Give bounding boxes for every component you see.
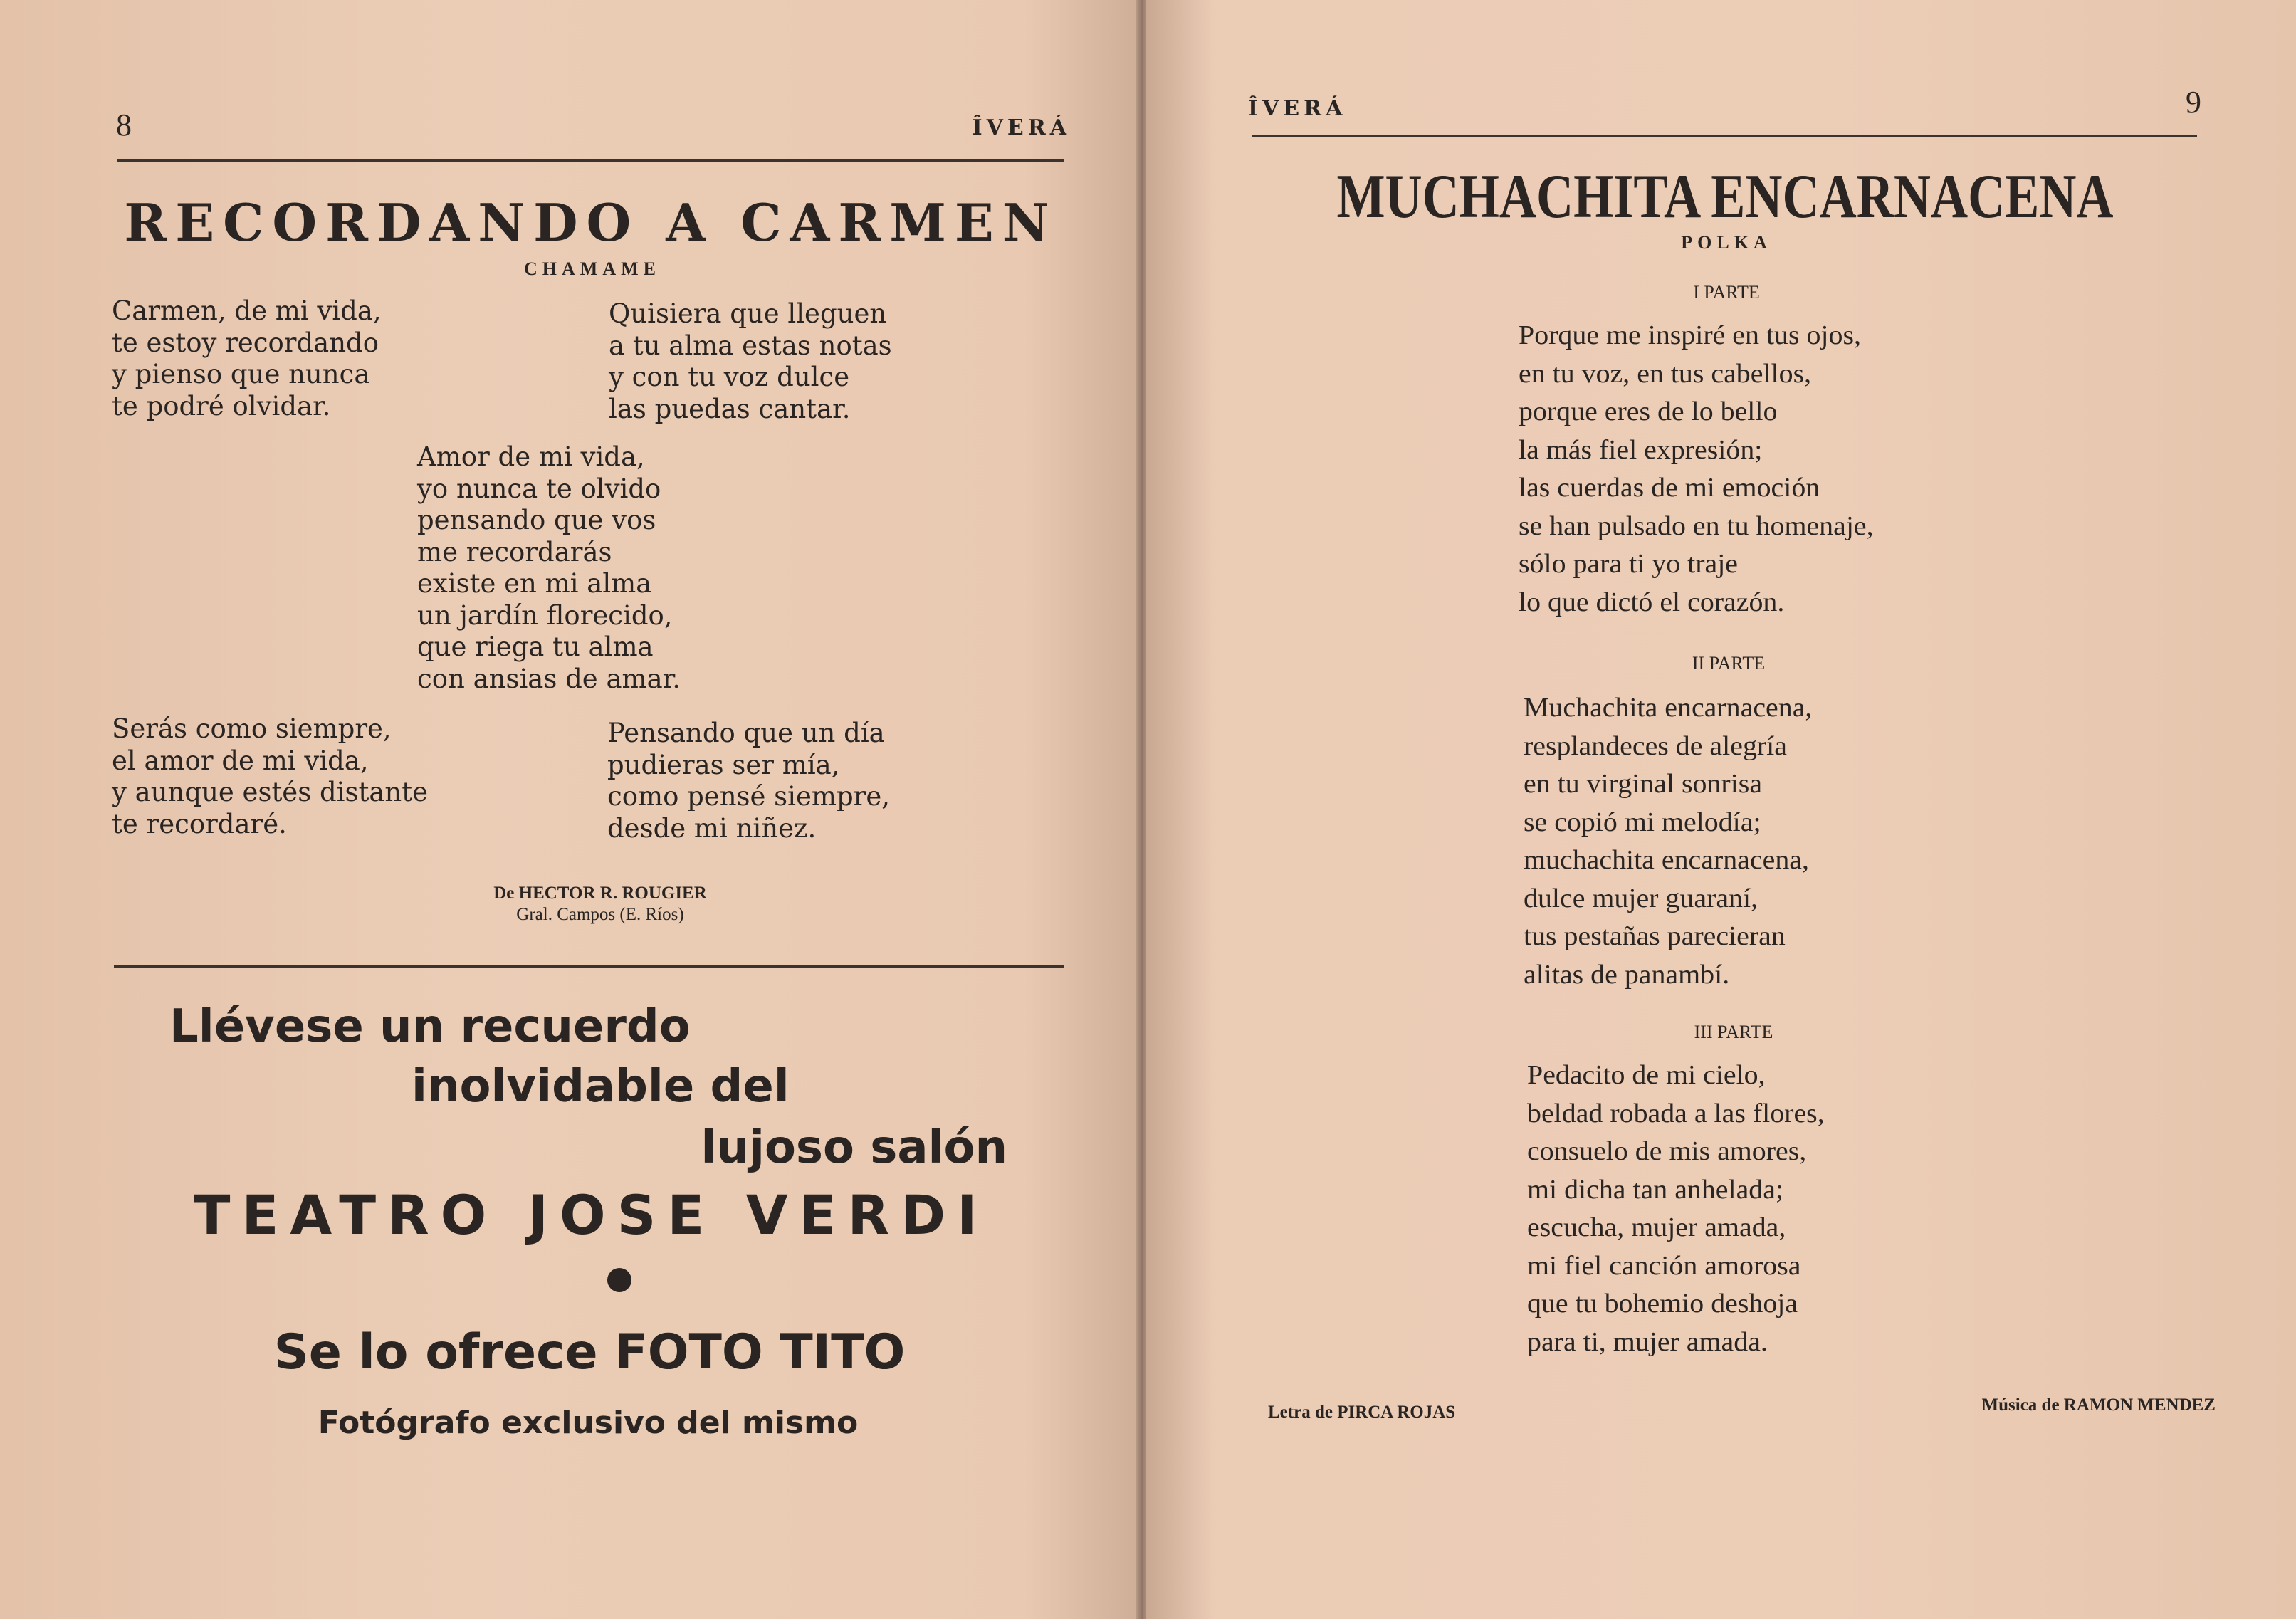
verse-line: existe en mi alma	[417, 568, 652, 599]
song-genre: POLKA	[1681, 232, 1772, 253]
verse-line: resplandeces de alegría	[1524, 730, 1787, 761]
verse-line: consuelo de mis amores,	[1527, 1136, 1807, 1166]
ad-tagline: Fotógrafo exclusivo del mismo	[318, 1405, 859, 1441]
bullet-dot	[607, 1268, 631, 1292]
verse-line: te podré olvidar.	[112, 390, 331, 421]
stanza	[112, 295, 382, 422]
lyrics-credit: Letra de PIRCA ROJAS	[1268, 1403, 1456, 1422]
song-genre: CHAMAME	[524, 258, 661, 279]
verse-line: beldad robada a las flores,	[1527, 1098, 1825, 1128]
page-number: 8	[116, 108, 132, 142]
song-title: RECORDANDO A CARMEN	[124, 192, 1058, 253]
part-verse	[1524, 689, 1812, 994]
section-rule	[114, 965, 1064, 968]
right-page	[1146, 0, 2296, 1619]
verse-line: que tu bohemio deshoja	[1527, 1289, 1798, 1319]
verse-line: con ansias de amar.	[417, 663, 681, 694]
verse-line: Serás como siempre,	[112, 713, 392, 744]
verse-line: Quisiera que lleguen	[609, 298, 887, 329]
part-verse	[1519, 317, 1874, 622]
author-credit	[493, 883, 707, 926]
verse-line: te estoy recordando	[112, 327, 379, 358]
verse-line: dulce mujer guaraní,	[1524, 883, 1758, 913]
part-heading: I PARTE	[1693, 282, 1760, 303]
verse-line: se copió mi melodía;	[1524, 807, 1761, 837]
stanza	[112, 713, 428, 840]
ad-line-2: inolvidable del	[412, 1060, 790, 1113]
song-title: MUCHACHITA ENCARNACENA	[1336, 162, 2114, 231]
verse-line: tus pestañas parecieran	[1524, 921, 1786, 951]
header-rule	[1252, 135, 2197, 137]
verse-line: como pensé siempre,	[607, 781, 891, 812]
verse-line: te recordaré.	[112, 808, 287, 839]
ad-offer: Se lo ofrece FOTO TITO	[273, 1324, 906, 1380]
verse-line: las cuerdas de mi emoción	[1519, 473, 1820, 503]
music-credit: Música de RAMON MENDEZ	[1981, 1395, 2216, 1415]
verse-line: yo nunca te olvido	[417, 473, 661, 504]
verse-line: mi fiel canción amorosa	[1527, 1250, 1801, 1281]
verse-line: lo que dictó el corazón.	[1519, 587, 1785, 617]
verse-line: Amor de mi vida,	[417, 441, 645, 472]
page-number: 9	[2186, 85, 2201, 120]
verse-line: pudieras ser mía,	[607, 749, 840, 780]
verse-line: se han pulsado en tu homenaje,	[1519, 510, 1874, 541]
verse-line: Muchachita encarnacena,	[1524, 693, 1813, 723]
verse-line: sólo para ti yo traje	[1519, 549, 1739, 579]
left-page	[0, 0, 1139, 1619]
verse-line: Carmen, de mi vida,	[112, 295, 382, 326]
running-header: ÎVERÁ	[1248, 96, 1347, 121]
stanza	[417, 441, 681, 695]
verse-line: Pensando que un día	[607, 718, 885, 748]
verse-line: en tu virginal sonrisa	[1524, 769, 1763, 799]
verse-line: muchachita encarnacena,	[1524, 845, 1809, 875]
verse-line: la más fiel expresión;	[1519, 434, 1763, 465]
part-heading: II PARTE	[1692, 653, 1766, 674]
ad-line-3: lujoso salón	[701, 1121, 1007, 1174]
author-name: De HECTOR R. ROUGIER	[493, 884, 707, 903]
verse-line: escucha, mujer amada,	[1527, 1212, 1786, 1242]
part-heading: III PARTE	[1694, 1022, 1773, 1042]
verse-line: Pedacito de mi cielo,	[1527, 1060, 1766, 1090]
verse-line: y pienso que nunca	[112, 359, 370, 389]
verse-line: porque eres de lo bello	[1519, 397, 1778, 426]
stanza	[607, 718, 890, 844]
running-header: ÎVERÁ	[972, 115, 1071, 140]
verse-line: alitas de panambí.	[1524, 959, 1730, 990]
stanza	[609, 298, 892, 425]
verse-line: a tu alma estas notas	[609, 330, 892, 361]
verse-line: que riega tu alma	[417, 632, 654, 662]
author-location: Gral. Campos (E. Ríos)	[516, 905, 684, 924]
header-rule	[117, 159, 1064, 162]
verse-line: para ti, mujer amada.	[1527, 1326, 1768, 1357]
ad-venue: TEATRO JOSE VERDI	[193, 1183, 989, 1247]
verse-line: en tu voz, en tus cabellos,	[1519, 358, 1812, 389]
ad-line-1: Llévese un recuerdo	[169, 1000, 691, 1053]
verse-line: Porque me inspiré en tus ojos,	[1519, 320, 1861, 350]
verse-line: mi dicha tan anhelada;	[1527, 1174, 1784, 1205]
part-verse	[1527, 1057, 1825, 1361]
verse-line: las puedas cantar.	[609, 393, 851, 424]
verse-line: un jardín florecido,	[417, 599, 673, 631]
verse-line: y aunque estés distante	[112, 777, 428, 807]
verse-line: y con tu voz dulce	[609, 362, 850, 392]
verse-line: pensando que vos	[417, 505, 656, 535]
verse-line: me recordarás	[417, 536, 612, 567]
verse-line: desde mi niñez.	[607, 812, 817, 844]
verse-line: el amor de mi vida,	[112, 745, 369, 776]
